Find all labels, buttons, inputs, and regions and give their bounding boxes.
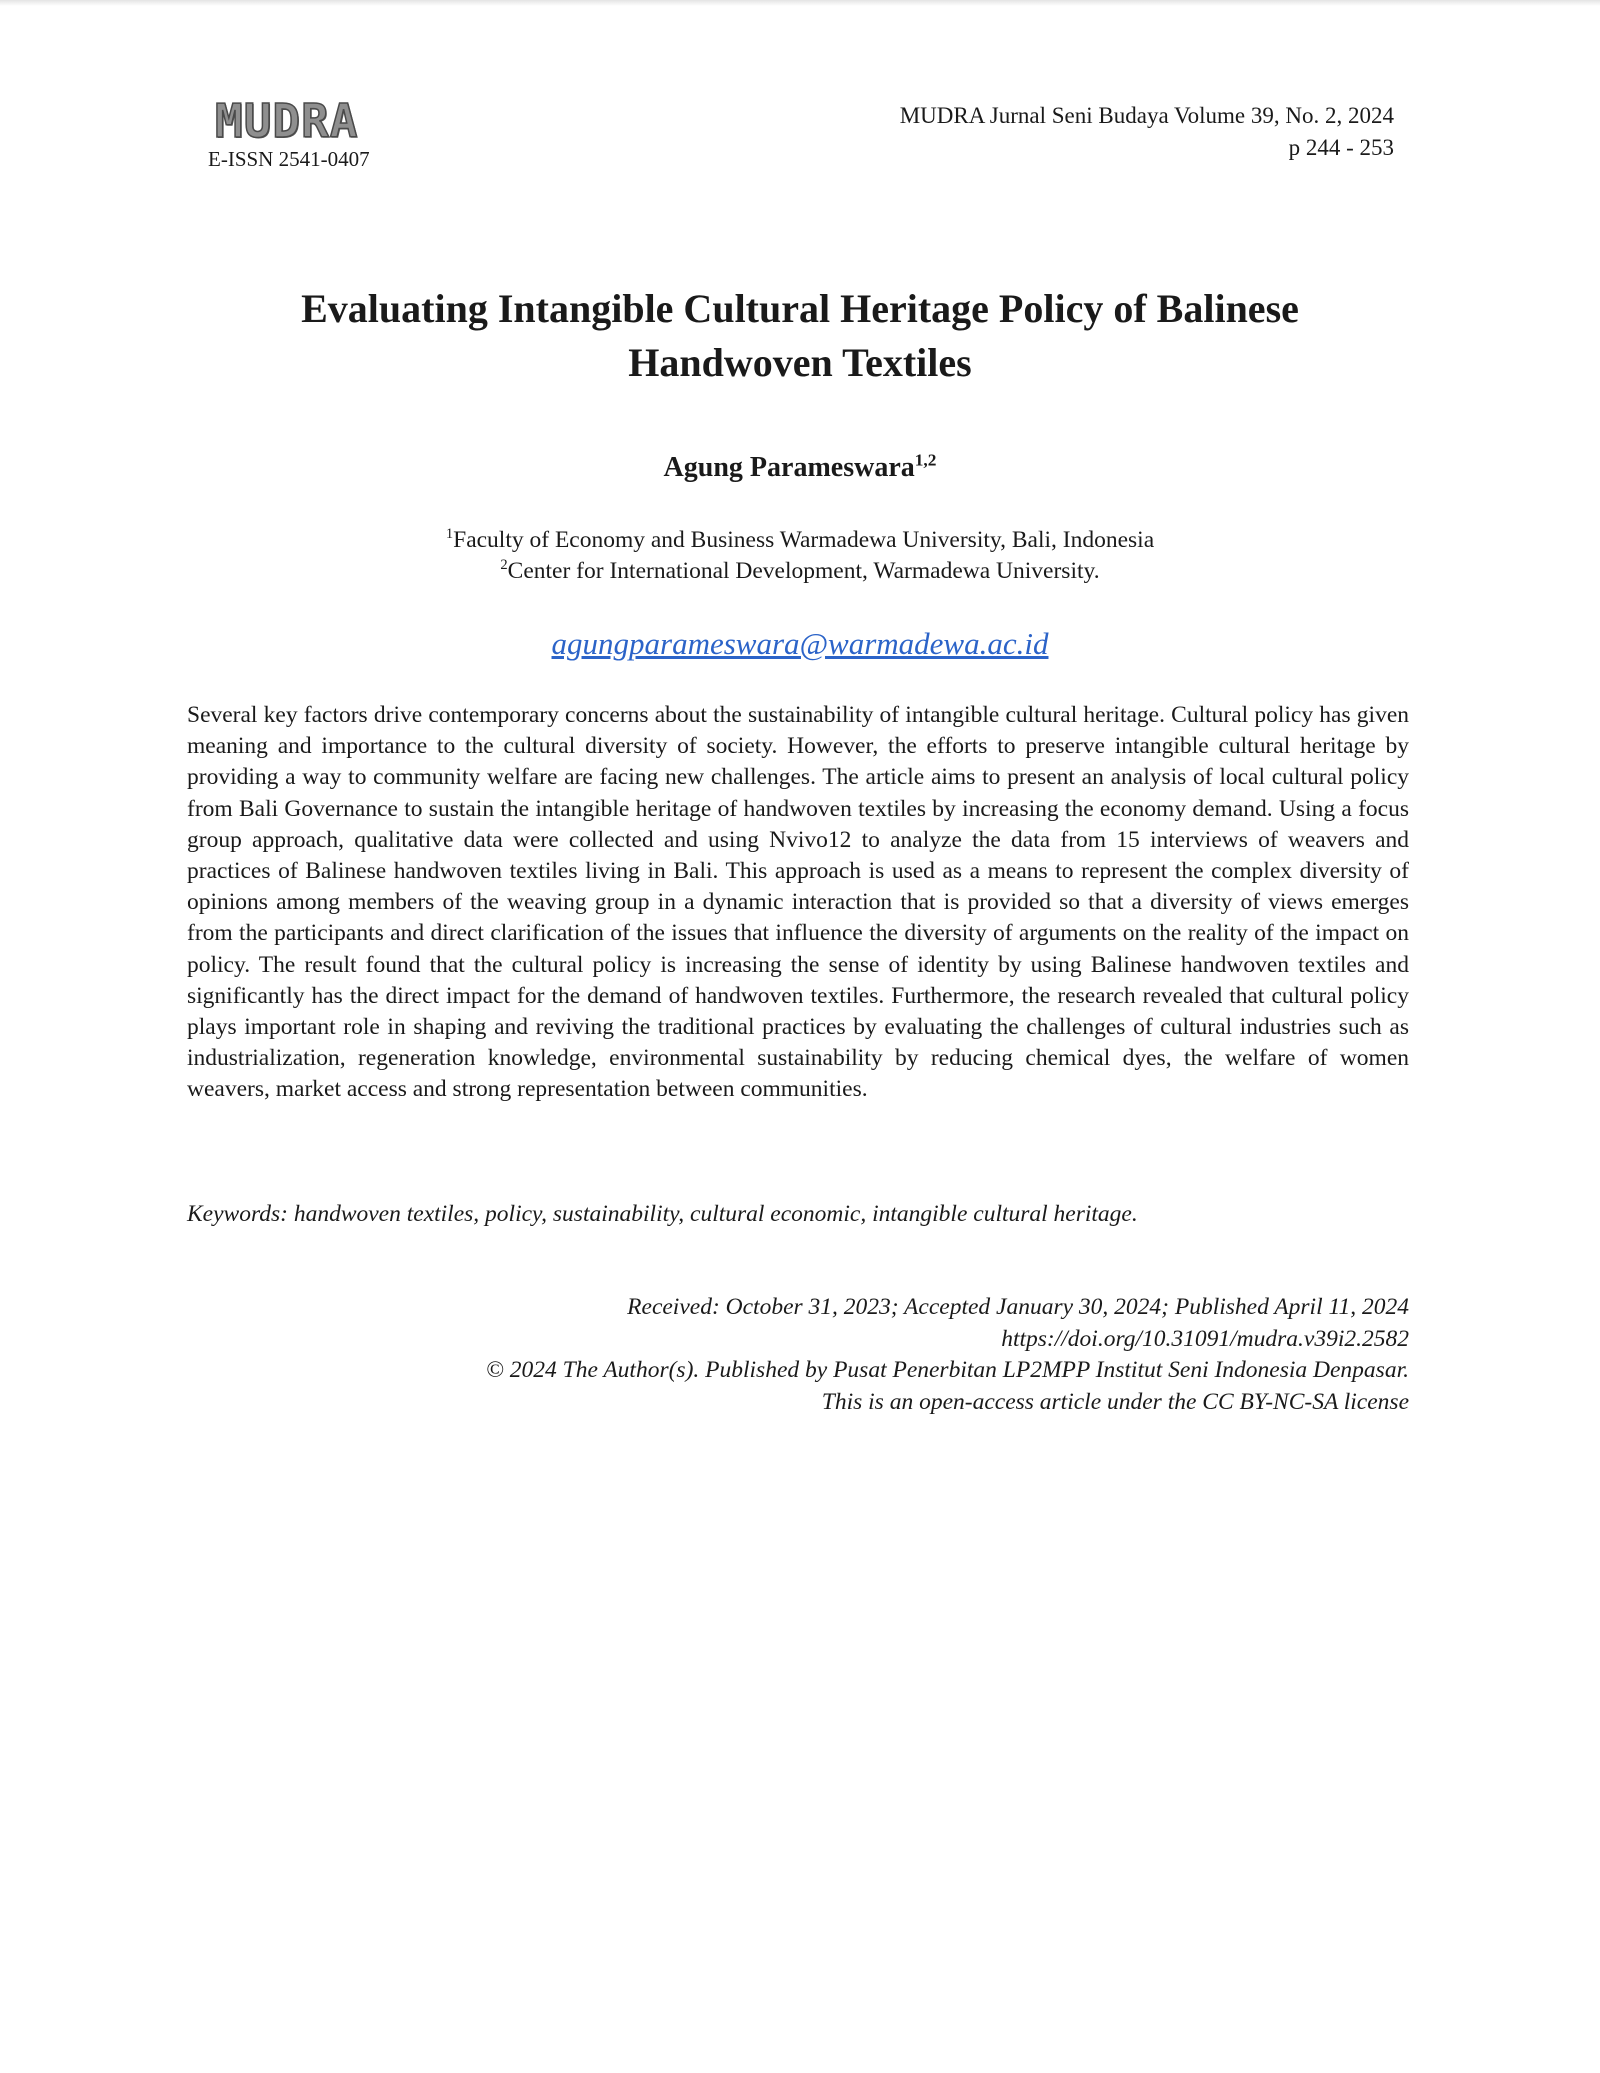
journal-volume: MUDRA Jurnal Seni Budaya Volume 39, No. 2, 2024 (899, 103, 1394, 128)
affiliation-1-text: Faculty of Economy and Business Warmadewa University, Bali, Indonesia (453, 527, 1155, 553)
keywords: Keywords: handwoven textiles, policy, sustainability, cultural economic, intangible cultural heritage. (187, 1201, 1138, 1227)
affiliation-2-text: Center for International Development, Warmadewa University. (507, 558, 1100, 584)
affiliation-2-number: 2 (500, 557, 508, 574)
page-range: p 244 - 253 (1288, 135, 1394, 160)
issn-label: E-ISSN 2541-0407 (208, 147, 370, 171)
affiliation-1-number: 1 (445, 526, 454, 543)
doi-link[interactable]: https://doi.org/10.31091/mudra.v39i2.2582 (1001, 1325, 1409, 1352)
publication-info (309, 1292, 1409, 1418)
email-link[interactable]: agungparameswara@warmadewa.ac.id (551, 626, 1049, 661)
affiliation-2 (0, 556, 1600, 587)
journal-logo: MUDRA (215, 94, 359, 148)
license-notice: This is an open-access article under the CC BY-NC-SA license (821, 1388, 1409, 1415)
journal-masthead (208, 96, 408, 172)
author-email (0, 624, 1600, 664)
article-title (150, 282, 1450, 390)
publication-dates: Received: October 31, 2023; Accepted January 30, 2024; Published April 11, 2024 (627, 1294, 1409, 1320)
page-top-edge (0, 0, 1600, 6)
title-line-1: Evaluating Intangible Cultural Heritage Policy of Balinese (301, 286, 1299, 331)
copyright-notice: © 2024 The Author(s). Published by Pusat Penerbitan LP2MPP Institut Seni Indonesia Denpasar. (486, 1357, 1409, 1383)
author-name: Agung Parameswara (663, 452, 915, 483)
title-line-2: Handwoven Textiles (628, 340, 972, 385)
affiliation-1 (0, 525, 1600, 556)
author-line (0, 450, 1600, 486)
abstract-text: Several key factors drive contemporary concerns about the sustainability of intangible cultural heritage. Cultural policy has given meaning and importance to the cultural diversity of society. However, the efforts to preserve intangible cultural heritage by providing a way to community welfare are facing new challenges. The article aims to present an analysis of local cultural policy from Bali Governance to sustain the intangible heritage of handwoven textiles by increasing the economy demand. Using a focus group approach, qualitative data were collected and using Nvivo12 to analyze the data from 15 interviews of weavers and practices of Balinese handwoven textiles living in Bali. This approach is used as a means to represent the complex diversity of opinions among members of the weaving group in a dynamic interaction that is provided so that a diversity of views emerges from the participants and direct clarification of the issues that influence the diversity of arguments on the reality of the impact on policy. The result found that the cultural policy is increasing the sense of identity by using Balinese handwoven textiles and significantly has the direct impact for the demand of handwoven textiles. Furthermore, the research revealed that cultural policy plays important role in shaping and reviving the traditional practices by evaluating the challenges of cultural industries such as industrialization, regeneration knowledge, environmental sustainability by reducing chemical dyes, the welfare of women weavers, market access and strong representation between communities. (187, 702, 1409, 1103)
affiliations (0, 525, 1600, 587)
author-affiliation-marks: 1,2 (914, 450, 937, 470)
journal-citation (900, 100, 1394, 164)
